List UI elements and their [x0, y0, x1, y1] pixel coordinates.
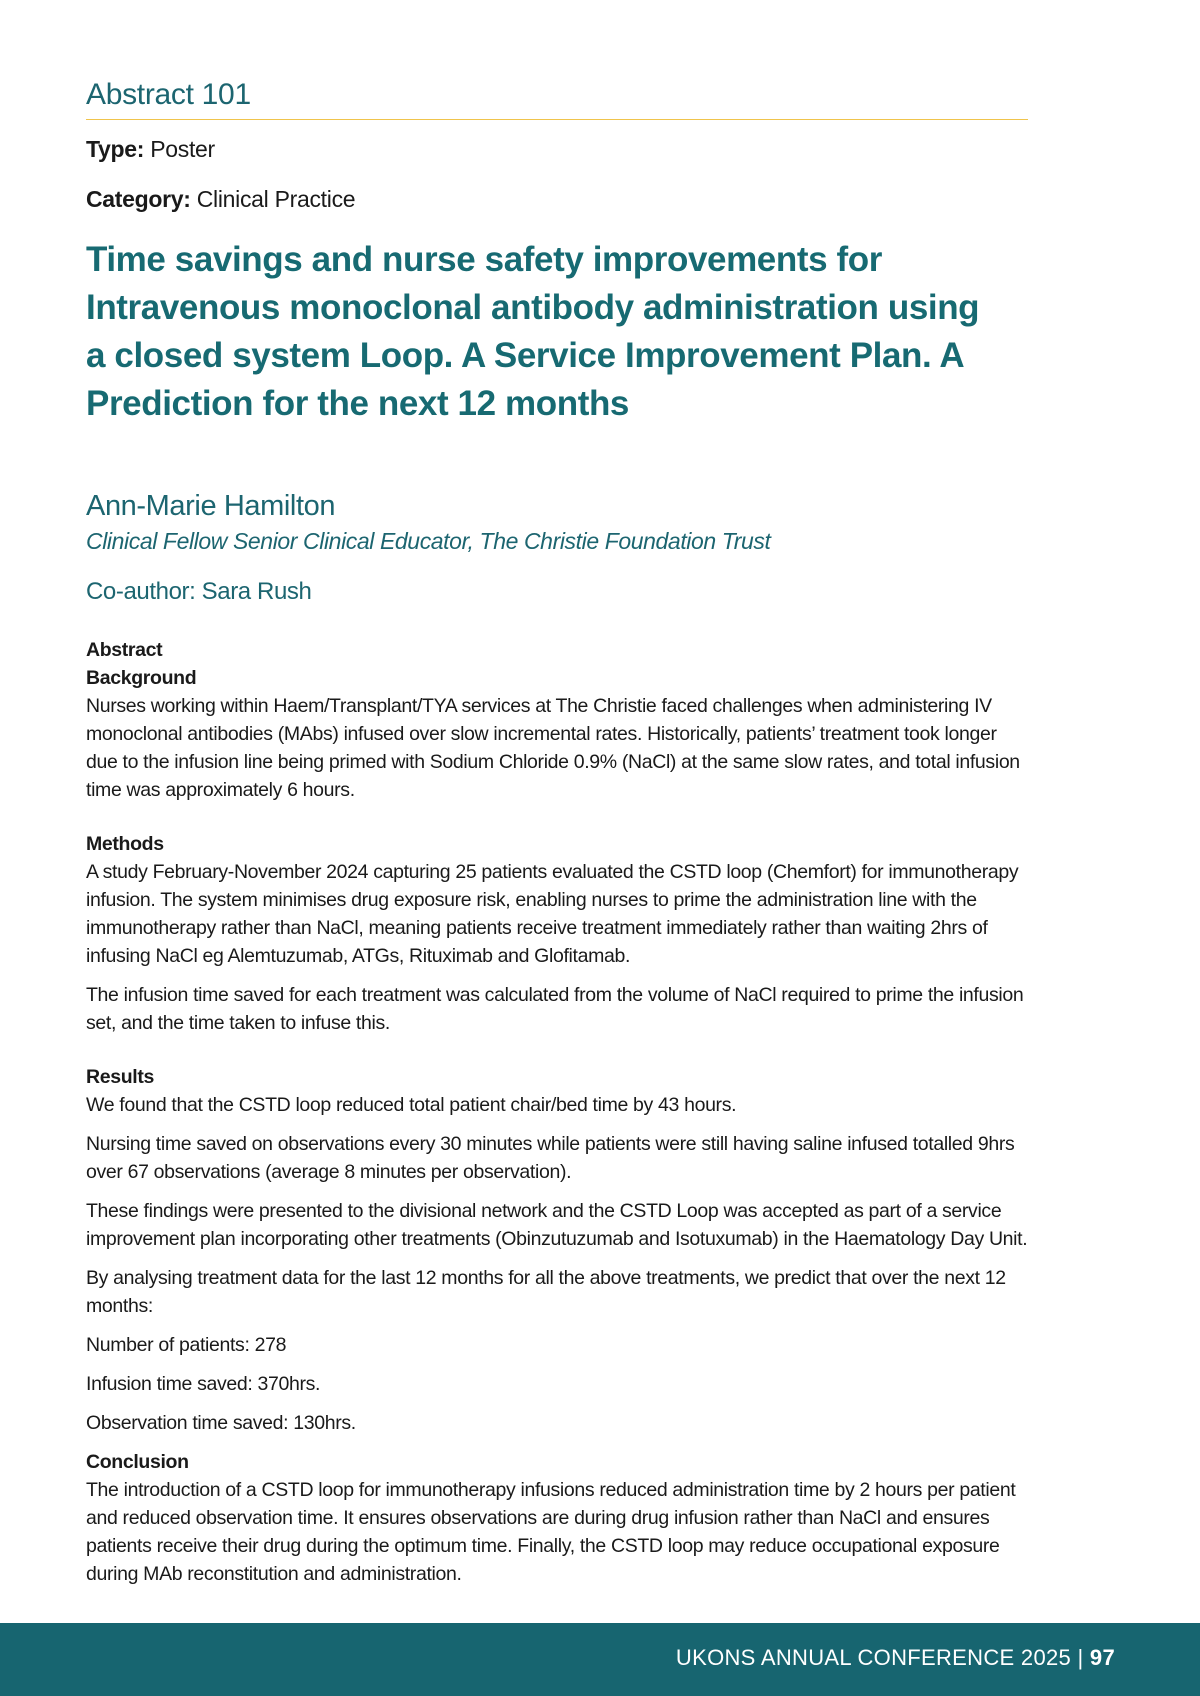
abstract-title: Time savings and nurse safety improvements for Intravenous monoclonal antibody administration using a closed system Loop. A Service Improvement Plan. A Prediction for the next 12 months	[86, 240, 980, 423]
footer-text	[676, 1645, 1115, 1671]
abstract-heading: Abstract	[86, 639, 163, 661]
results-text-4: By analysing treatment data for the last 12 months for all the above treatments, we predict that over the next 12 months:	[86, 1267, 1006, 1317]
conclusion-text: The introduction of a CSTD loop for immunotherapy infusions reduced administration time by 2 hours per patient and reduced observation time. It ensures observations are during drug infusion rather than NaCl and ensures patients receive their drug during the optimum time. Finally, the CSTD loop may reduce occupational exposure during MAb reconstitution and administration.	[86, 1479, 1016, 1585]
results-text-2: Nursing time saved on observations every 30 minutes while patients were still having saline infused totalled 9hrs over 67 observations (average 8 minutes per observation).	[86, 1133, 1015, 1183]
footer-separator: |	[1077, 1645, 1084, 1670]
conclusion-heading: Conclusion	[86, 1451, 189, 1473]
section-gap	[86, 1048, 1028, 1063]
category-line	[86, 186, 355, 213]
conference-name: UKONS ANNUAL CONFERENCE 2025	[675, 1645, 1072, 1670]
footer-bar	[0, 1623, 1200, 1696]
type-line	[86, 136, 215, 163]
category-label: Category:	[86, 186, 191, 212]
results-heading: Results	[86, 1066, 154, 1088]
results-text-3: These findings were presented to the divisional network and the CSTD Loop was accepted as part of a service improvement plan incorporating other treatments (Obinzutuzumab and Isotuxumab) in the Haematology Day Unit.	[86, 1200, 1028, 1250]
category-value: Clinical Practice	[196, 186, 356, 212]
results-infusion: Infusion time saved: 370hrs.	[86, 1373, 321, 1395]
abstract-number: Abstract 101	[86, 78, 251, 111]
background-heading: Background	[86, 667, 197, 689]
methods-text-2: The infusion time saved for each treatment was calculated from the volume of NaCl required to prime the infusion set, and the time taken to infuse this.	[86, 984, 1024, 1034]
header-divider	[86, 119, 1028, 120]
results-observation: Observation time saved: 130hrs.	[86, 1412, 356, 1434]
author-name: Ann-Marie Hamilton	[86, 490, 336, 522]
methods-heading: Methods	[86, 833, 164, 855]
author-role: Clinical Fellow Senior Clinical Educator, The Christie Foundation Trust	[86, 528, 771, 554]
abstract-body	[86, 636, 1028, 1599]
page-number: 97	[1089, 1645, 1115, 1670]
type-label: Type:	[86, 136, 145, 162]
methods-text-1: A study February-November 2024 capturing 25 patients evaluated the CSTD loop (Chemfort) for immunotherapy infusion. The system minimises drug exposure risk, enabling nurses to prime the administration line with the immunotherapy rather than NaCl, meaning patients receive treatment immediately rather than waiting 2hrs of infusing NaCl eg Alemtuzumab, ATGs, Rituximab and Glofitamab.	[86, 861, 1019, 967]
results-text-1: We found that the CSTD loop reduced total patient chair/bed time by 43 hours.	[86, 1094, 737, 1116]
section-gap	[86, 815, 1028, 830]
background-text: Nurses working within Haem/Transplant/TYA services at The Christie faced challenges when administering IV monoclonal antibodies (MAbs) infused over slow incremental rates. Historically, patients’ treatment took longer due to the infusion line being primed with Sodium Chloride 0.9% (NaCl) at the same slow rates, and total infusion time was approximately 6 hours.	[86, 695, 1020, 801]
results-patients: Number of patients: 278	[86, 1334, 287, 1356]
coauthor: Co-author: Sara Rush	[86, 578, 312, 605]
type-value: Poster	[150, 136, 215, 162]
